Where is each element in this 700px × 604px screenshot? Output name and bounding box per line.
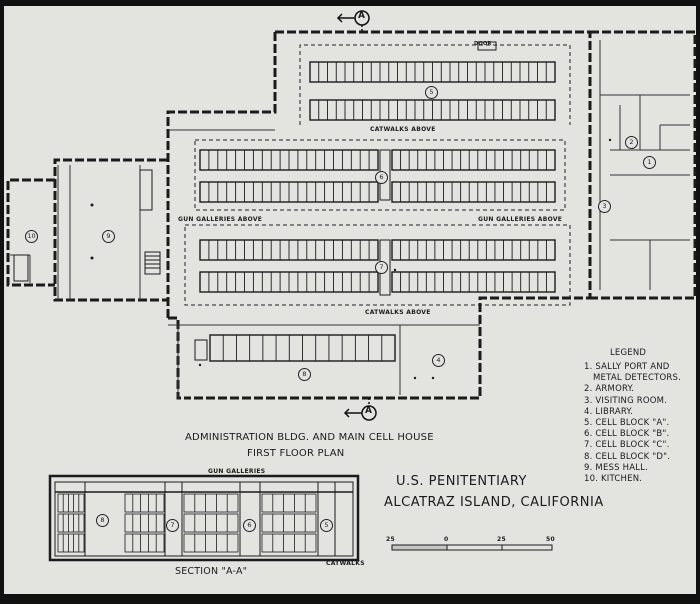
- section-caption: SECTION "A-A": [175, 566, 248, 577]
- section-catwalks: CATWALKS: [326, 560, 365, 567]
- legend-item: 5. CELL BLOCK "A".: [584, 418, 670, 429]
- room-number-sally-port: 1: [643, 156, 656, 169]
- note-gun-galleries-right: GUN GALLERIES ABOVE: [478, 216, 563, 223]
- legend-item: 4. LIBRARY.: [584, 406, 633, 417]
- legend-item: 7. CELL BLOCK "C".: [584, 440, 670, 451]
- plan-title: ADMINISTRATION BLDG. AND MAIN CELL HOUSE: [185, 432, 434, 443]
- room-number-block-b: 6: [375, 171, 388, 184]
- note-catwalks-above-bottom: CATWALKS ABOVE: [365, 309, 431, 316]
- legend-item: 10. KITCHEN.: [584, 474, 643, 485]
- scale-tick: 25: [497, 536, 506, 543]
- room-number-kitchen: 10: [25, 230, 38, 243]
- room-number-armory: 2: [625, 136, 638, 149]
- institution-location: ALCATRAZ ISLAND, CALIFORNIA: [384, 495, 604, 510]
- section-marker-top-label: A: [358, 11, 366, 21]
- institution-name: U.S. PENITENTIARY: [396, 474, 527, 489]
- section-marker-bottom-label: A: [365, 406, 373, 416]
- room-number-block-a: 5: [425, 86, 438, 99]
- room-number-mess-hall: 9: [102, 230, 115, 243]
- room-number-block-c: 7: [375, 261, 388, 274]
- plan-subtitle: FIRST FLOOR PLAN: [247, 448, 345, 459]
- scale-tick: 50: [546, 536, 555, 543]
- legend-list: [584, 362, 681, 485]
- section-number-d: 8: [96, 514, 109, 527]
- section-gun-galleries: GUN GALLERIES: [208, 468, 266, 475]
- room-number-block-d: 8: [298, 368, 311, 381]
- section-number-b: 6: [243, 519, 256, 532]
- legend-item: 3. VISITING ROOM.: [584, 395, 668, 406]
- legend-item: 2. ARMORY.: [584, 384, 635, 395]
- note-catwalks-above-top: CATWALKS ABOVE: [370, 126, 436, 133]
- section-number-c: 7: [166, 519, 179, 532]
- room-number-library: 4: [432, 354, 445, 367]
- note-gun-galleries-left: GUN GALLERIES ABOVE: [178, 216, 263, 223]
- legend-item: 1. SALLY PORT AND: [584, 362, 670, 372]
- legend-item: 8. CELL BLOCK "D".: [584, 451, 671, 462]
- scale-tick: 0: [444, 536, 449, 543]
- scale-tick: 25: [386, 536, 395, 543]
- section-number-a: 5: [320, 519, 333, 532]
- legend-item: METAL DETECTORS.: [593, 373, 681, 384]
- note-door: DOOR: [474, 41, 492, 47]
- legend-item: 6. CELL BLOCK "B".: [584, 429, 670, 440]
- legend-title: LEGEND: [610, 348, 647, 358]
- legend-item: 9. MESS HALL.: [584, 462, 648, 473]
- room-number-visiting: 3: [598, 200, 611, 213]
